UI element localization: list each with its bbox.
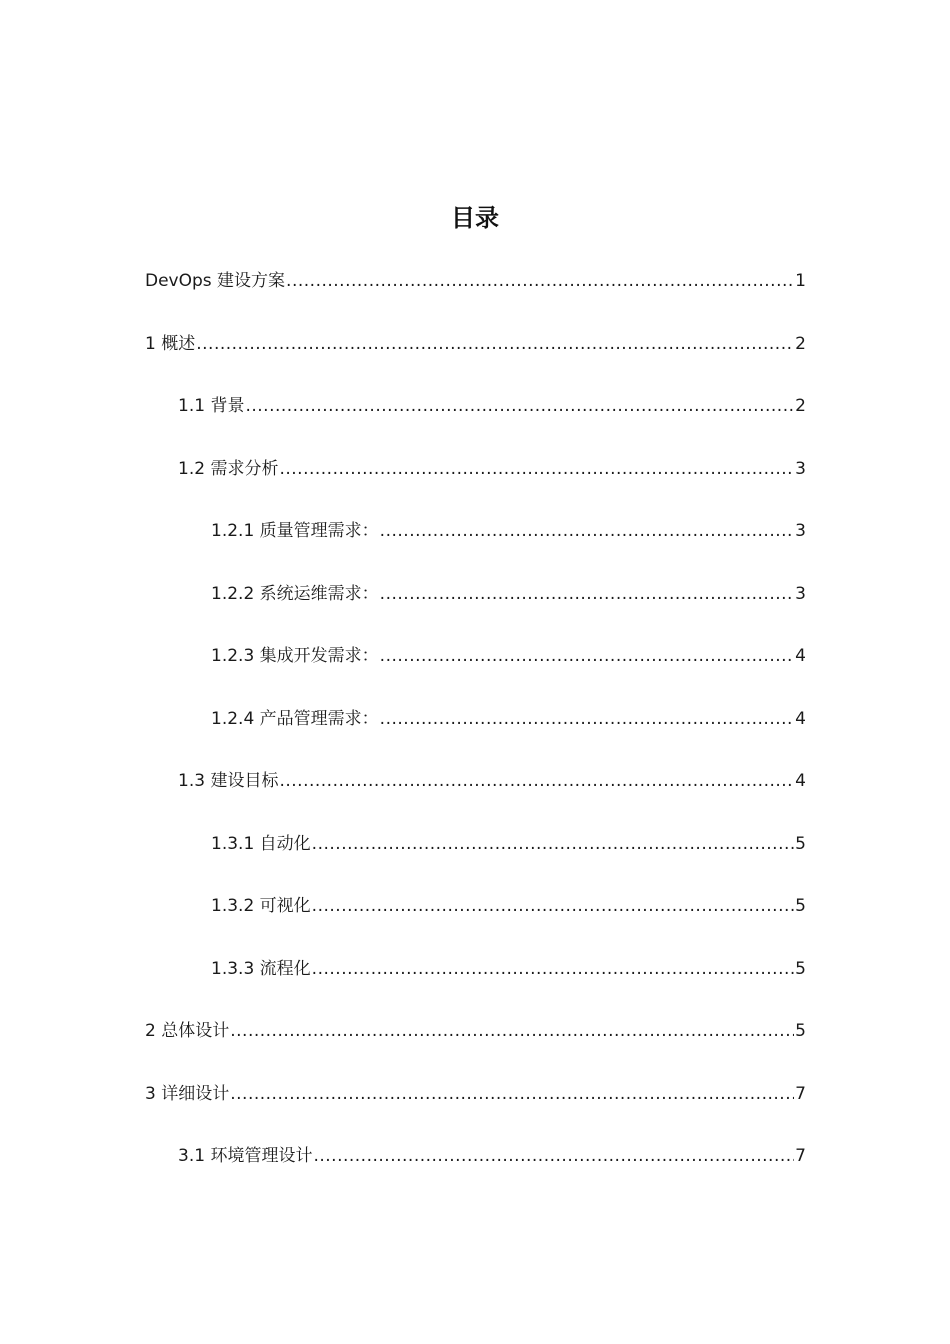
toc-entry-label: 1.3.2 可视化 (211, 896, 311, 916)
toc-entry-page: 5 (795, 896, 806, 916)
toc-entry-label: 1.2.4 产品管理需求： (211, 708, 379, 729)
toc-title: 目录 (451, 204, 499, 232)
toc-entry[interactable] (145, 313, 806, 376)
toc-dot-leader (196, 313, 794, 376)
toc-dot-leader (230, 1063, 794, 1126)
toc-entry-label: 1.2 需求分析 (178, 458, 279, 479)
toc-entry[interactable] (145, 1063, 806, 1126)
toc-entry-page: 4 (795, 708, 806, 729)
toc-entry[interactable] (145, 500, 806, 563)
toc-entry-page: 1 (795, 271, 806, 291)
toc-dot-leader (312, 875, 795, 938)
toc-entry-label: 3 详细设计 (145, 1083, 230, 1104)
toc-entry-label: 1.2.1 质量管理需求： (211, 521, 379, 541)
toc-entry-page: 5 (795, 833, 806, 854)
toc-entry-page: 7 (795, 1083, 806, 1104)
toc-entry[interactable] (145, 625, 806, 688)
toc-entry-page: 5 (795, 1021, 806, 1041)
toc-entry-label: 1.3 建设目标 (178, 771, 279, 791)
toc-entry-page: 4 (795, 771, 806, 791)
toc-entry[interactable] (145, 1000, 806, 1063)
toc-entry-label: 1.3.1 自动化 (211, 833, 311, 854)
toc-entry-page: 2 (795, 333, 806, 354)
toc-entry-label: DevOps 建设方案 (145, 271, 286, 291)
toc-dot-leader (313, 1125, 794, 1188)
toc-dot-leader (286, 250, 794, 313)
toc-entry-page: 3 (795, 521, 806, 541)
toc-entry-label: 3.1 环境管理设计 (178, 1146, 313, 1166)
toc-entry-page: 5 (795, 958, 806, 979)
toc-dot-leader (312, 938, 795, 1001)
toc-entry[interactable] (145, 375, 806, 438)
toc-entry[interactable] (145, 813, 806, 876)
toc-dot-leader (380, 688, 795, 751)
toc-list (145, 250, 806, 1188)
toc-dot-leader (380, 500, 795, 563)
toc-dot-leader (279, 438, 794, 501)
toc-entry[interactable] (145, 1125, 806, 1188)
toc-dot-leader (230, 1000, 794, 1063)
toc-entry[interactable] (145, 875, 806, 938)
toc-entry-label: 1.2.2 系统运维需求： (211, 583, 379, 604)
toc-entry[interactable] (145, 250, 806, 313)
toc-entry-page: 7 (795, 1146, 806, 1166)
toc-entry[interactable] (145, 563, 806, 626)
toc-entry[interactable] (145, 688, 806, 751)
toc-entry-page: 3 (795, 458, 806, 479)
toc-dot-leader (380, 563, 795, 626)
toc-entry[interactable] (145, 938, 806, 1001)
toc-entry-label: 1.3.3 流程化 (211, 958, 311, 979)
toc-entry-label: 2 总体设计 (145, 1021, 230, 1041)
toc-entry-label: 1.1 背景 (178, 396, 245, 416)
toc-dot-leader (380, 625, 795, 688)
toc-entry-label: 1 概述 (145, 333, 196, 354)
toc-entry[interactable] (145, 750, 806, 813)
toc-entry-label: 1.2.3 集成开发需求： (211, 646, 379, 666)
toc-dot-leader (245, 375, 794, 438)
toc-entry-page: 4 (795, 646, 806, 666)
toc-entry[interactable] (145, 438, 806, 501)
toc-entry-page: 3 (795, 583, 806, 604)
toc-dot-leader (312, 813, 795, 876)
toc-entry-page: 2 (795, 396, 806, 416)
toc-dot-leader (279, 750, 794, 813)
